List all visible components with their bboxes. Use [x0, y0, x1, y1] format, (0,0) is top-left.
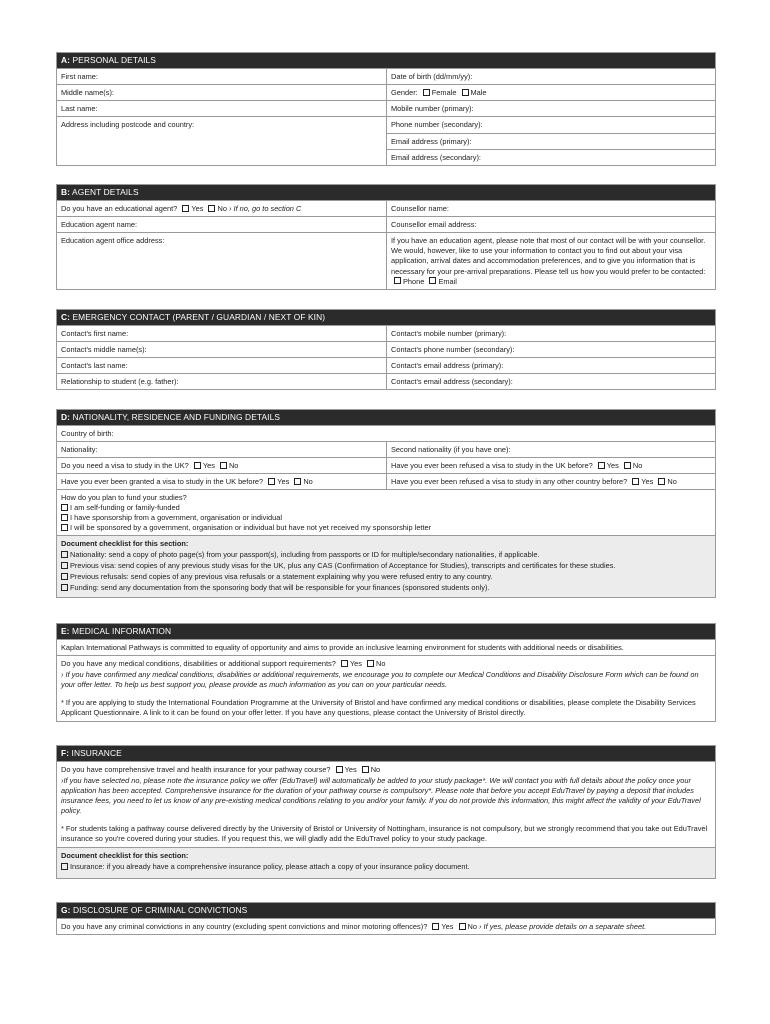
granted-yes-checkbox[interactable]: [268, 478, 275, 485]
section-header: [57, 746, 715, 761]
section-medical-information: [56, 623, 716, 722]
yes-label: Yes: [349, 659, 362, 668]
insurance-question-text: Do you have comprehensive travel and health insurance for your pathway course?: [61, 765, 331, 774]
medical-question-text: Do you have any medical conditions, disabilities or additional support requirements?: [61, 659, 336, 668]
funding-question: [57, 490, 715, 535]
section-title: DISCLOSURE OF CRIMINAL CONVICTIONS: [72, 905, 248, 915]
agent-office-field[interactable]: Education agent office address:: [57, 233, 387, 289]
contact-phone-field[interactable]: Contact's phone number (secondary):: [391, 345, 515, 354]
contact-mobile-field[interactable]: Contact's mobile number (primary):: [391, 329, 507, 338]
nationality-doc-label: Nationality: send a copy of photo page(s) from your passport(s), including from passports or ID for multiple/secondary nationalities, if applicable.: [70, 550, 540, 559]
sponsorship-checkbox[interactable]: [61, 514, 68, 521]
contact-middle-name-field[interactable]: Contact's middle name(s):: [57, 342, 387, 357]
middle-names-field[interactable]: Middle name(s):: [57, 85, 387, 100]
insurance-no-checkbox[interactable]: [362, 766, 369, 773]
refused-other-text: Have you ever been refused a visa to study in any other country before?: [391, 477, 628, 486]
female-label: Female: [431, 88, 457, 97]
no-label: No: [667, 477, 677, 486]
relationship-field[interactable]: Relationship to student (e.g. father):: [57, 374, 387, 389]
refused-other-question: [387, 474, 715, 489]
agent-contact-preference: [387, 233, 715, 289]
phone-label: Phone: [403, 276, 425, 286]
contact-last-name-field[interactable]: Contact's last name:: [57, 358, 387, 373]
section-title: INSURANCE: [71, 748, 122, 758]
yes-label: Yes: [202, 461, 215, 470]
granted-no-checkbox[interactable]: [294, 478, 301, 485]
no-label: No: [632, 461, 643, 470]
pending-sponsorship-checkbox[interactable]: [61, 524, 68, 531]
first-name-field[interactable]: First name:: [57, 69, 387, 84]
no-label: No: [228, 461, 239, 470]
yes-label: Yes: [191, 204, 204, 213]
section-letter: B:: [61, 187, 71, 197]
convictions-question-text: Do you have any criminal convictions in any country (excluding spent convictions and minor motoring offences)?: [61, 922, 428, 931]
section-letter: G:: [61, 905, 71, 915]
section-title: EMERGENCY CONTACT (PARENT / GUARDIAN / NEXT OF KIN): [72, 312, 326, 322]
previous-refusals-doc-label: Previous refusals: send copies of any previous visa refusals or a statement explaining why you were refused entry to any country.: [70, 572, 493, 581]
male-label: Male: [470, 88, 487, 97]
section-letter: C:: [61, 312, 71, 322]
agent-name-field[interactable]: Education agent name:: [57, 217, 387, 232]
no-label: No: [370, 765, 381, 774]
contact-email-checkbox[interactable]: [429, 277, 436, 284]
section-letter: E:: [61, 626, 70, 636]
no-label: No: [303, 477, 313, 486]
nationality-doc-checkbox[interactable]: [61, 551, 68, 558]
refused-other-no-checkbox[interactable]: [658, 478, 665, 485]
agent-question-text: Do you have an educational agent?: [61, 204, 178, 213]
convictions-no-checkbox[interactable]: [459, 923, 466, 930]
visa-need-question: [57, 458, 387, 473]
medical-footnote: * If you are applying to study the International Foundation Programme at the University of Bristol and have confirmed any medical conditions or disabilities, please complete the Disability Services Applicant Questionnaire. A link to it can be found on your offer letter. If you have any questions, please contact the University of Bristol directly.: [61, 698, 696, 717]
yes-label: Yes: [441, 922, 454, 931]
insurance-doc-checkbox[interactable]: [61, 863, 68, 870]
male-checkbox[interactable]: [462, 89, 469, 96]
medical-yes-checkbox[interactable]: [341, 660, 348, 667]
agent-question: [57, 201, 387, 216]
yes-label: Yes: [344, 765, 357, 774]
insurance-yes-checkbox[interactable]: [336, 766, 343, 773]
visa-question-text: Do you need a visa to study in the UK?: [61, 461, 189, 470]
contact-email-secondary-field[interactable]: Contact's email address (secondary):: [391, 377, 513, 386]
email-label: Email: [438, 276, 457, 286]
section-header: [57, 410, 715, 425]
section-letter: F:: [61, 748, 70, 758]
medical-no-checkbox[interactable]: [367, 660, 374, 667]
previous-visa-doc-checkbox[interactable]: [61, 562, 68, 569]
document-checklist: [57, 536, 715, 597]
section-agent-details: [56, 184, 716, 290]
funding-doc-checkbox[interactable]: [61, 584, 68, 591]
convictions-yes-checkbox[interactable]: [432, 923, 439, 930]
section-letter: D:: [61, 412, 71, 422]
yes-label: Yes: [606, 461, 619, 470]
refused-uk-question: [387, 458, 715, 473]
section-header: [57, 53, 715, 68]
section-nationality-funding: [56, 409, 716, 598]
medical-note: › If you have confirmed any medical conditions, disabilities or additional requirements, we encourage you to complete our Medical Conditions and Disability Disclosure Form which can be found on your offer letter. To help us best support you, please provide as much information as you can on your particular needs.: [61, 670, 699, 689]
visa-yes-checkbox[interactable]: [194, 462, 201, 469]
dob-field[interactable]: Date of birth (dd/mm/yy):: [391, 72, 473, 81]
insurance-question-block: [57, 762, 715, 847]
medical-intro: Kaplan International Pathways is committed to equality of opportunity and aims to provide an inclusive learning environment for students with additional needs or disabilities.: [61, 643, 624, 652]
country-of-birth-field[interactable]: Country of birth:: [61, 429, 114, 438]
refused-uk-yes-checkbox[interactable]: [598, 462, 605, 469]
email-primary-field[interactable]: Email address (primary):: [387, 133, 715, 149]
section-title: AGENT DETAILS: [72, 187, 139, 197]
contact-phone-checkbox[interactable]: [394, 277, 401, 284]
yes-label: Yes: [641, 477, 654, 486]
section-header: [57, 310, 715, 325]
section-title: PERSONAL DETAILS: [72, 55, 156, 65]
checklist-title: Document checklist for this section:: [61, 539, 189, 548]
section-letter: A:: [61, 55, 71, 65]
convictions-note: › If yes, please provide details on a separate sheet.: [479, 922, 647, 931]
granted-question-text: Have you ever been granted a visa to study in the UK before?: [61, 477, 264, 486]
mobile-field[interactable]: Mobile number (primary):: [391, 104, 474, 113]
self-funding-label: I am self-funding or family-funded: [70, 503, 180, 512]
last-name-field[interactable]: Last name:: [57, 101, 387, 116]
gender-label: Gender:: [391, 88, 418, 97]
email-secondary-field[interactable]: Email address (secondary):: [387, 149, 715, 165]
contact-first-name-field[interactable]: Contact's first name:: [57, 326, 387, 341]
granted-visa-question: [57, 474, 387, 489]
convictions-question: [57, 919, 715, 934]
phone-secondary-field[interactable]: Phone number (secondary):: [391, 120, 483, 129]
agent-yes-checkbox[interactable]: [182, 205, 189, 212]
section-header: [57, 624, 715, 639]
no-label: No: [467, 922, 477, 931]
refused-other-yes-checkbox[interactable]: [632, 478, 639, 485]
address-field[interactable]: Address including postcode and country:: [57, 117, 387, 165]
no-label: No: [217, 204, 227, 213]
section-insurance: [56, 745, 716, 879]
refused-uk-no-checkbox[interactable]: [624, 462, 631, 469]
pending-sponsorship-label: I will be sponsored by a government, organisation or individual but have not yet received my sponsorship letter: [70, 523, 432, 532]
insurance-note: ›If you have selected no, please note the insurance policy we offer (EduTravel) will automatically be added to your study package*. We will contact you with full details about the policy once your application has been accepted. Comprehensive insurance for the duration of your pathway course is compulsory*. Please note that before you accept EduTravel by paying a deposit that includes insurance fees, you need to let us know of any pre-existing medical conditions relating to you and/or your family. If you do not provide this information, this might affect the validity of your EduTravel policy.: [61, 776, 701, 815]
section-header: [57, 903, 715, 918]
section-header: [57, 185, 715, 200]
section-criminal-convictions: [56, 902, 716, 935]
contact-email-primary-field[interactable]: Contact's email address (primary):: [391, 361, 504, 370]
sponsorship-label: I have sponsorship from a government, organisation or individual: [70, 513, 282, 522]
document-checklist: [57, 848, 715, 878]
previous-visa-doc-label: Previous visa: send copies of any previous study visas for the UK, plus any CAS (Confirmation of Acceptance for Studies), transcripts and certificates for these studies.: [70, 561, 616, 570]
gender-field: [387, 85, 715, 100]
counsellor-name-field[interactable]: Counsellor name:: [391, 204, 449, 213]
funding-doc-label: Funding: send any documentation from the sponsoring body that will be responsible for your finances (sponsored students only).: [70, 583, 490, 592]
agent-no-checkbox[interactable]: [208, 205, 215, 212]
female-checkbox[interactable]: [423, 89, 430, 96]
section-emergency-contact: [56, 309, 716, 390]
funding-question-text: How do you plan to fund your studies?: [61, 493, 187, 502]
section-title: NATIONALITY, RESIDENCE AND FUNDING DETAILS: [72, 412, 281, 422]
refused-uk-text: Have you ever been refused a visa to study in the UK before?: [391, 461, 593, 470]
agent-note: › If no, go to section C: [229, 204, 302, 213]
second-nationality-field[interactable]: Second nationality (if you have one):: [391, 445, 511, 454]
no-label: No: [376, 659, 386, 668]
previous-refusals-doc-checkbox[interactable]: [61, 573, 68, 580]
self-funding-checkbox[interactable]: [61, 504, 68, 511]
section-personal-details: [56, 52, 716, 166]
yes-label: Yes: [277, 477, 290, 486]
counsellor-email-field[interactable]: Counsellor email address:: [391, 220, 477, 229]
nationality-field[interactable]: Nationality:: [57, 442, 387, 457]
medical-question-block: [57, 656, 715, 721]
agent-info-text: If you have an education agent, please note that most of our contact will be with your counsellor. We would, however, like to use your information to contact you to find out about your visa application, arrival dates and accommodation preferences, and to give you information that is necessary for your pre-arrival preparations. Please tell us how you would prefer to be contacted:: [391, 236, 706, 276]
insurance-footnote: * For students taking a pathway course delivered directly by the University of Bristol or University of Nottingham, insurance is not compulsory, but we strongly recommend that you take out EduTravel insurance so you're covered during your studies. If you request this, we will gladly add the EduTravel policy to your study package.: [61, 824, 708, 843]
section-title: MEDICAL INFORMATION: [72, 626, 172, 636]
insurance-doc-label: Insurance: if you already have a comprehensive insurance policy, please attach a copy of your insurance policy document.: [70, 862, 470, 871]
visa-no-checkbox[interactable]: [220, 462, 227, 469]
checklist-title: Document checklist for this section:: [61, 851, 189, 860]
